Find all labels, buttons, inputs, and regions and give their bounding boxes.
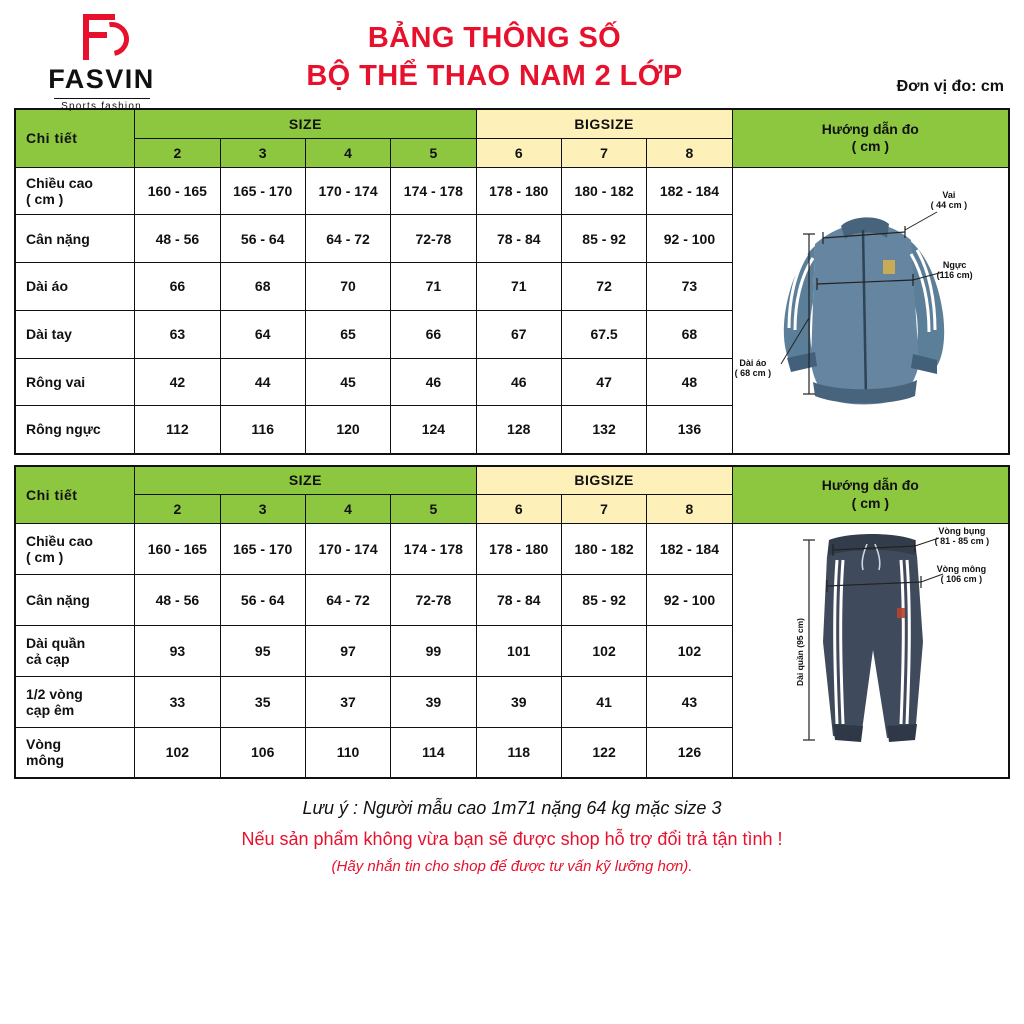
jacket-size-table (14, 108, 1010, 455)
table-row (15, 167, 1009, 215)
cell: 93 (135, 625, 220, 676)
cell: 110 (305, 727, 390, 778)
row-label (15, 167, 135, 215)
cell: 160 - 165 (135, 524, 220, 575)
svg-text:Dài quần (95 cm): Dài quần (95 cm) (795, 617, 806, 687)
row-label-line1: Chiều cao (26, 174, 93, 191)
footer-notes (0, 779, 1024, 880)
anno-chest: Ngực (116 cm) (936, 259, 973, 280)
anno-waist: Vòng bụng ( 81 - 85 cm ) (934, 526, 990, 547)
th-size-8: 8 (647, 495, 732, 524)
cell: 97 (305, 625, 390, 676)
cell: 126 (647, 727, 732, 778)
cell: 44 (220, 358, 305, 406)
note-exchange-policy: Nếu sản phẩm không vừa bạn sẽ được shop hỗ trợ đổi trả tận tình ! (241, 828, 783, 849)
cell: 122 (561, 727, 646, 778)
cell: 182 - 184 (647, 524, 732, 575)
th-size-8: 8 (647, 138, 732, 167)
cell: 68 (220, 263, 305, 311)
table-header-row (15, 466, 1009, 495)
th-size-5: 5 (391, 495, 476, 524)
jacket-illustration-cell (732, 167, 1009, 454)
anno-shoulder: Vai ( 44 cm ) (930, 189, 968, 210)
cell: 174 - 178 (391, 524, 476, 575)
cell: 72-78 (391, 574, 476, 625)
unit-note: Đơn vị đo: cm (896, 78, 1004, 95)
cell: 128 (476, 406, 561, 454)
cell: 48 (647, 358, 732, 406)
cell: 66 (135, 263, 220, 311)
cell: 92 - 100 (647, 215, 732, 263)
cell: 101 (476, 625, 561, 676)
cell: 120 (305, 406, 390, 454)
th-size-4: 4 (305, 138, 390, 167)
brand-logo (14, 8, 189, 112)
th-guide-line1: Hướng dẫn đo (821, 120, 919, 137)
cell: 78 - 84 (476, 215, 561, 263)
cell: 112 (135, 406, 220, 454)
th-guide-line2: ( cm ) (851, 138, 889, 155)
cell: 56 - 64 (220, 215, 305, 263)
cell: 71 (476, 263, 561, 311)
cell: 37 (305, 676, 390, 727)
row-label-line2: ( cm ) (26, 190, 64, 207)
th-size-3: 3 (220, 138, 305, 167)
cell: 68 (647, 310, 732, 358)
cell: 72-78 (391, 215, 476, 263)
th-size-6: 6 (476, 138, 561, 167)
jacket-table-wrap (0, 108, 1024, 455)
pants-icon (737, 524, 1003, 774)
cell: 182 - 184 (647, 167, 732, 215)
cell: 42 (135, 358, 220, 406)
jacket-illustration (733, 168, 1008, 453)
cell: 124 (391, 406, 476, 454)
cell: 170 - 174 (305, 524, 390, 575)
row-label: Chiều cao ( cm ) (15, 524, 135, 575)
cell: 35 (220, 676, 305, 727)
cell: 39 (476, 676, 561, 727)
th-size-7: 7 (561, 138, 646, 167)
cell: 46 (476, 358, 561, 406)
cell: 85 - 92 (561, 574, 646, 625)
cell: 46 (391, 358, 476, 406)
title-line-2: BỘ THỂ THAO NAM 2 LỚP (306, 59, 683, 92)
page-title (189, 8, 800, 95)
cell: 67 (476, 310, 561, 358)
th-size-5: 5 (391, 138, 476, 167)
cell: 72 (561, 263, 646, 311)
table-row (15, 524, 1009, 575)
cell: 45 (305, 358, 390, 406)
cell: 118 (476, 727, 561, 778)
th-guide (732, 466, 1009, 524)
cell: 48 - 56 (135, 215, 220, 263)
cell: 102 (647, 625, 732, 676)
brand-name: FASVIN (48, 64, 155, 94)
page-header (0, 0, 1024, 112)
th-group-bigsize: BIGSIZE (476, 109, 732, 138)
th-size-4: 4 (305, 495, 390, 524)
th-group-bigsize: BIGSIZE (476, 466, 732, 495)
cell: 33 (135, 676, 220, 727)
th-size-6: 6 (476, 495, 561, 524)
cell: 47 (561, 358, 646, 406)
cell: 73 (647, 263, 732, 311)
th-detail: Chi tiết (15, 109, 135, 167)
cell: 116 (220, 406, 305, 454)
row-label: Dài quần cả cạp (15, 625, 135, 676)
row-label: 1/2 vòng cạp êm (15, 676, 135, 727)
brand-tagline: Sports fashion (54, 98, 150, 112)
anno-jacket-length: Dài áo ( 68 cm ) (734, 357, 772, 378)
cell: 64 - 72 (305, 215, 390, 263)
cell: 78 - 84 (476, 574, 561, 625)
note-contact-shop: (Hãy nhắn tin cho shop để được tư vấn kỹ lưỡng hơn). (331, 858, 693, 876)
cell: 106 (220, 727, 305, 778)
th-size-2: 2 (135, 495, 220, 524)
cell: 102 (135, 727, 220, 778)
cell: 63 (135, 310, 220, 358)
unit-note-wrap (800, 8, 1010, 96)
pants-illustration-cell (732, 524, 1009, 779)
cell: 67.5 (561, 310, 646, 358)
th-size-2: 2 (135, 138, 220, 167)
cell: 132 (561, 406, 646, 454)
table-header-row (15, 109, 1009, 138)
row-label: Dài áo (15, 263, 135, 311)
cell: 165 - 170 (220, 167, 305, 215)
cell: 64 - 72 (305, 574, 390, 625)
cell: 56 - 64 (220, 574, 305, 625)
cell: 174 - 178 (391, 167, 476, 215)
cell: 41 (561, 676, 646, 727)
cell: 43 (647, 676, 732, 727)
cell: 99 (391, 625, 476, 676)
cell: 92 - 100 (647, 574, 732, 625)
row-label: Vòng mông (15, 727, 135, 778)
cell: 39 (391, 676, 476, 727)
cell: 160 - 165 (135, 167, 220, 215)
cell: 165 - 170 (220, 524, 305, 575)
th-guide-line2: ( cm ) (851, 494, 889, 511)
row-label: Rông ngực (15, 406, 135, 454)
cell: 48 - 56 (135, 574, 220, 625)
cell: 170 - 174 (305, 167, 390, 215)
th-group-size: SIZE (135, 466, 476, 495)
cell: 178 - 180 (476, 167, 561, 215)
cell: 180 - 182 (561, 167, 646, 215)
row-label: Cân nặng (15, 215, 135, 263)
cell: 66 (391, 310, 476, 358)
th-group-size: SIZE (135, 109, 476, 138)
cell: 136 (647, 406, 732, 454)
cell: 180 - 182 (561, 524, 646, 575)
cell: 114 (391, 727, 476, 778)
pants-table-wrap (0, 465, 1024, 780)
fasvin-f-logo-icon (73, 12, 131, 62)
th-guide (732, 109, 1009, 167)
note-model-info: Lưu ý : Người mẫu cao 1m71 nặng 64 kg mặc size 3 (302, 798, 722, 818)
pants-illustration (733, 524, 1008, 777)
title-line-1: BẢNG THÔNG SỐ (367, 22, 622, 54)
cell: 178 - 180 (476, 524, 561, 575)
row-label: Dài tay (15, 310, 135, 358)
row-label: Cân nặng (15, 574, 135, 625)
cell: 70 (305, 263, 390, 311)
th-guide-line1: Hướng dẫn đo (821, 477, 919, 494)
th-size-7: 7 (561, 495, 646, 524)
row-label: Rông vai (15, 358, 135, 406)
cell: 102 (561, 625, 646, 676)
cell: 85 - 92 (561, 215, 646, 263)
pants-size-table (14, 465, 1010, 780)
th-detail: Chi tiết (15, 466, 135, 524)
anno-hip: Vòng mông ( 106 cm ) (936, 564, 987, 585)
th-size-3: 3 (220, 495, 305, 524)
cell: 71 (391, 263, 476, 311)
cell: 64 (220, 310, 305, 358)
cell: 95 (220, 625, 305, 676)
cell: 65 (305, 310, 390, 358)
